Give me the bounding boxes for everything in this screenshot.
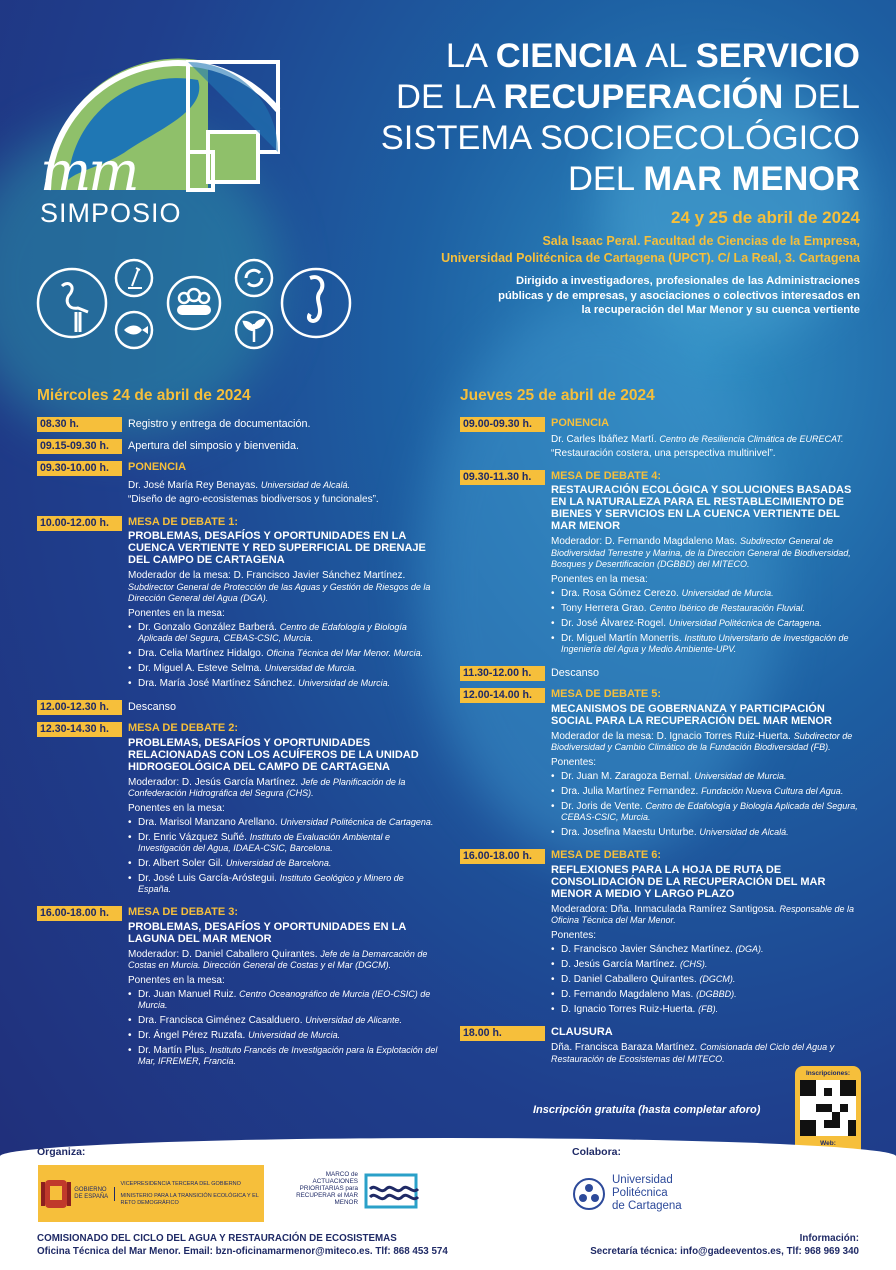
page-title: LA CIENCIA AL SERVICIO DE LA RECUPERACIÓN DEL SISTEMA SOCIOECOLÓGICO DEL MAR MENOR [380, 37, 860, 198]
qr-registration-label: Inscripciones: [805, 1070, 851, 1077]
session-time: 09.00-09.30 h. [460, 417, 545, 432]
affiliation: Subdirector General de Biodiversidad Terrestre y Marina, de la Direccion General de Biodiversidad, Bosques y Desertificacion (DGBBD) del MITECO. [551, 536, 851, 569]
logo-letters: mm [40, 140, 137, 203]
session [37, 461, 439, 509]
session-topic: REFLEXIONES PARA LA HOJA DE RUTA DE CONSOLIDACIÓN DE LA RECUPERACIÓN DEL MAR MENOR A MEDIO Y LARGO PLAZO [551, 863, 826, 900]
session-topic: MECANISMOS DE GOBERNANZA Y PARTICIPACIÓN SOCIAL PARA LA RECUPERACIÓN DEL MAR MENOR [551, 702, 832, 727]
moderator: Moderador de la mesa: D. Francisco Javier Sánchez Martínez. [128, 570, 406, 581]
session-label: MESA DE DEBATE 1: [128, 515, 239, 528]
day2-heading: Jueves 25 de abril de 2024 [460, 387, 655, 404]
speaker: Dr. José María Rey Benayas. [128, 479, 259, 491]
affiliation: Subdirector General de Protección de las Aguas y Gestión de Riesgos de la Dirección General del Agua (DGA). [128, 581, 431, 603]
session [37, 722, 439, 899]
list-item: • Dr. Martín Plus. Instituto Francés de Investigación para la Explotación del Mar, IFREMER, Francia. [128, 1045, 439, 1067]
list-item: • Dr. José Álvarez-Rogel. Universidad Politécnica de Cartagena. [551, 618, 865, 629]
marco-label: MARCO de ACTUACIONES PRIORITARIAS para RECUPERAR el MAR MENOR [296, 1171, 358, 1206]
session-time: 16.00-18.00 h. [37, 906, 122, 921]
footer [0, 1138, 896, 1270]
list-item: • Dr. Enric Vázquez Suñé. Instituto de Evaluación Ambiental e Investigación del Agua, IDAEA-CSIC, Barcelona. [128, 832, 439, 854]
list-item: • Dr. Ángel Pérez Ruzafa. Universidad de Murcia. [128, 1030, 439, 1041]
session-label: MESA DE DEBATE 5: [551, 688, 662, 700]
list-item: • D. Francisco Javier Sánchez Martínez. (DGA). [551, 944, 865, 955]
speakers-label: Ponentes en la mesa: [551, 573, 648, 585]
session [460, 849, 865, 1019]
session [37, 439, 439, 454]
speakers-label: Ponentes: [551, 756, 597, 768]
list-item: • D. Ignacio Torres Ruiz-Huerta. (FB). [551, 1004, 865, 1015]
list-item: • D. Jesús García Martínez. (CHS). [551, 959, 865, 970]
list-item: • Dr. José Luis García-Aróstegui. Instituto Geológico y Minero de España. [128, 873, 439, 895]
speakers-label: Ponentes: [551, 929, 597, 941]
speaker: Dña. Francisca Baraza Martínez. [551, 1042, 698, 1053]
organizer-label: Organiza: [37, 1146, 86, 1158]
organizer-contact: COMISIONADO DEL CICLO DEL AGUA Y RESTAURACIÓN DE ECOSISTEMAS Oficina Técnica del Mar Menor. Email: bzn-oficinamarmenor@miteco.es. Tlf: 868 453 574 [37, 1233, 448, 1257]
list-item: • Tony Herrera Grao. Centro Ibérico de Restauración Fluvial. [551, 603, 865, 614]
session [37, 906, 439, 1071]
registration-note: Inscripción gratuita (hasta completar aforo) [533, 1104, 761, 1116]
day1-heading: Miércoles 24 de abril de 2024 [37, 387, 251, 404]
gob-label: GOBIERNO DE ESPAÑA [74, 1187, 114, 1201]
session-time: 10.00-12.00 h. [37, 516, 122, 531]
session-time: 16.00-18.00 h. [460, 849, 545, 864]
government-logo [38, 1165, 264, 1222]
event-dates: 24 y 25 de abril de 2024 [670, 208, 860, 227]
moderator: Moderador: D. Fernando Magdaleno Mas. [551, 536, 738, 547]
microscope-icon [116, 260, 152, 296]
upct-emblem-icon [572, 1177, 606, 1211]
session-time: 09.15-09.30 h. [37, 439, 122, 454]
affiliation: Responsable de la Oficina Técnica del Mar Menor. [551, 903, 855, 925]
session-time: 09.30-10.00 h. [37, 461, 122, 476]
upct-line: Politécnica [612, 1187, 668, 1199]
moderator: Moderador de la mesa: D. Ignacio Torres Ruiz-Huerta. [551, 730, 791, 742]
upct-logo [572, 1174, 682, 1213]
speaker: Dr. Carles Ibáñez Martí. [551, 433, 657, 445]
session-time: 12.30-14.30 h. [37, 722, 122, 737]
seahorse-icon [282, 269, 350, 337]
list-item: • Dra. Rosa Gómez Cerezo. Universidad de Murcia. [551, 588, 865, 599]
coat-of-arms-icon [38, 1174, 74, 1214]
speakers-label: Ponentes en la mesa: [128, 802, 225, 814]
session [460, 417, 865, 463]
session-time: 08.30 h. [37, 417, 122, 432]
list-item: • D. Daniel Caballero Quirantes. (DGCM). [551, 974, 865, 985]
list-item: • Dr. Joris de Vente. Centro de Edafología y Biología Aplicada del Segura, CEBAS-CSIC, Murcia. [551, 801, 865, 823]
theme-icons [36, 258, 356, 358]
list-item: • Dr. Juan M. Zaragoza Bernal. Universidad de Murcia. [551, 771, 865, 782]
gob-ministry: MINISTERIO PARA LA TRANSICIÓN ECOLÓGICA Y EL RETO DEMOGRÁFICO [120, 1193, 259, 1206]
moderator: Moderador: D. Daniel Caballero Quirantes. [128, 948, 318, 960]
session [460, 1026, 865, 1068]
session-label: MESA DE DEBATE 6: [551, 849, 662, 861]
talk-title: “Diseño de agro-ecosistemas biodiversos y funcionales”. [128, 494, 379, 505]
day1-column [37, 387, 439, 1078]
list-item: • Dr. Albert Soler Gil. Universidad de Barcelona. [128, 858, 439, 869]
affiliation: Jefe de la Demarcación de Costas en Murcia. Dirección General de Costas y el Mar (DGCM). [128, 948, 428, 970]
plant-icon [236, 312, 272, 348]
session-label: CLAUSURA [551, 1026, 613, 1038]
talk-title: “Restauración costera, una perspectiva multinivel”. [551, 448, 776, 459]
qr-code-registration[interactable] [800, 1080, 856, 1136]
list-item: • Dr. Miguel A. Esteve Selma. Universidad de Murcia. [128, 663, 439, 674]
session-time: 12.00-12.30 h. [37, 700, 122, 715]
session-text: Registro y entrega de documentación. [128, 418, 311, 430]
affiliation: Comisionada del Ciclo del Agua y Restauración de Ecosistemas del MITECO. [551, 1042, 835, 1064]
session-time: 11.30-12.00 h. [460, 666, 545, 681]
list-item: • Dra. María José Martínez Sánchez. Universidad de Murcia. [128, 678, 439, 689]
session-time: 12.00-14.00 h. [460, 688, 545, 703]
list-item: • D. Fernando Magdaleno Mas. (DGBBD). [551, 989, 865, 1000]
affiliation: Universidad de Alcalá. [260, 479, 351, 490]
list-item: • Dr. Gonzalo González Barberá. Centro de Edafología y Biología Aplicada del Segura, CEBAS-CSIC, Murcia. [128, 622, 439, 644]
list-item: • Dra. Julia Martínez Fernandez. Fundación Nueva Cultura del Agua. [551, 786, 865, 797]
session [460, 688, 865, 842]
session [37, 700, 439, 715]
recycle-icon [236, 260, 272, 296]
list-item: • Dra. Marisol Manzano Arellano. Universidad Politécnica de Cartagena. [128, 817, 439, 828]
fish-icon [116, 312, 152, 348]
session-topic: PROBLEMAS, DESAFÍOS Y OPORTUNIDADES EN LA CUENCA VERTIENTE Y RED SUPERFICIAL DE DRENAJE DEL CAMPO DE CARTAGENA [128, 530, 426, 566]
speakers-label: Ponentes en la mesa: [128, 974, 225, 986]
logo-subtitle: SIMPOSIO [40, 198, 182, 228]
session-label: PONENCIA [128, 461, 187, 473]
session [460, 470, 865, 660]
session-topic: RESTAURACIÓN ECOLÓGICA Y SOLUCIONES BASADAS EN LA NATURALEZA PARA EL RESTABLECIMIENTO DE BIENES Y SERVICIOS EN LA CUENCA VERTIENTE DEL MAR MENOR [551, 484, 852, 532]
affiliation: Subdirector de Biodiversidad y Cambio Climático de la Fundación Biodiversidad (FB). [551, 730, 853, 752]
speakers-label: Ponentes en la mesa: [128, 607, 225, 619]
session-label: MESA DE DEBATE 3: [128, 906, 239, 918]
list-item: • Dra. Celia Martínez Hidalgo. Oficina Técnica del Mar Menor. Murcia. [128, 648, 439, 659]
session [37, 516, 439, 694]
upct-line: de Cartagena [612, 1200, 682, 1212]
affiliation: Jefe de Planificación de la Confederación Hidrográfica del Segura (CHS). [128, 776, 406, 798]
session-label: PONENCIA [551, 417, 610, 429]
session-label: MESA DE DEBATE 4: [551, 469, 662, 482]
collaborator-label: Colabora: [572, 1146, 622, 1158]
moderator: Moderadora: Dña. Inmaculada Ramírez Santigosa. [551, 903, 777, 915]
people-icon [168, 277, 220, 329]
session-text: Descanso [551, 667, 600, 679]
session [460, 666, 865, 681]
session-time: 18.00 h. [460, 1026, 545, 1041]
session-label: MESA DE DEBATE 2: [128, 722, 239, 734]
moderator: Moderador: D. Jesús García Martínez. [128, 776, 299, 788]
waves-logo-icon [362, 1171, 422, 1211]
upct-line: Universidad [612, 1174, 673, 1186]
session-text: Descanso [128, 701, 177, 713]
session [37, 417, 439, 432]
list-item: • Dr. Juan Manuel Ruiz. Centro Oceanográfico de Murcia (IEO-CSIC) de Murcia. [128, 989, 439, 1011]
affiliation: Centro de Resiliencia Climática de EURECAT. [659, 433, 844, 444]
day2-column [460, 387, 865, 1075]
venue: Sala Isaac Peral. Facultad de Ciencias de la Empresa, Universidad Politécnica de Cartagena (UPCT). C/ La Real, 3. Cartagena [441, 234, 860, 265]
flamingo-icon [38, 269, 106, 337]
qr-web-label: Web: [820, 1140, 836, 1147]
target-audience: Dirigido a investigadores, profesionales de las Administraciones públicas y de empresas, y asociaciones o colectivos interesados en la recuperación del Mar Menor y su cuenca vertiente [498, 275, 860, 316]
session-topic: PROBLEMAS, DESAFÍOS Y OPORTUNIDADES EN LA LAGUNA DEL MAR MENOR [128, 920, 406, 945]
session-time: 09.30-11.30 h. [460, 470, 545, 485]
session-text: Apertura del simposio y bienvenida. [128, 440, 300, 452]
list-item: • Dra. Francisca Giménez Casalduero. Universidad de Alicante. [128, 1015, 439, 1026]
list-item: • Dra. Josefina Maestu Unturbe. Universidad de Alcalá. [551, 827, 865, 838]
info-contact: Información: Secretaría técnica: info@gadeeventos.es, Tlf: 968 969 340 [590, 1233, 859, 1257]
session-topic: PROBLEMAS, DESAFÍOS Y OPORTUNIDADES RELACIONADAS CON LOS ACUÍFEROS DE LA UNIDAD HIDROGEOLÓGICA DEL CAMPO DE CARTAGENA [128, 736, 419, 773]
list-item: • Dr. Miguel Martín Monerris. Instituto Universitario de Investigación de Ingeniería del Agua y Medio Ambiente-UPV. [551, 633, 865, 655]
gob-vice: VICEPRESIDENCIA TERCERA DEL GOBIERNO [120, 1180, 241, 1187]
